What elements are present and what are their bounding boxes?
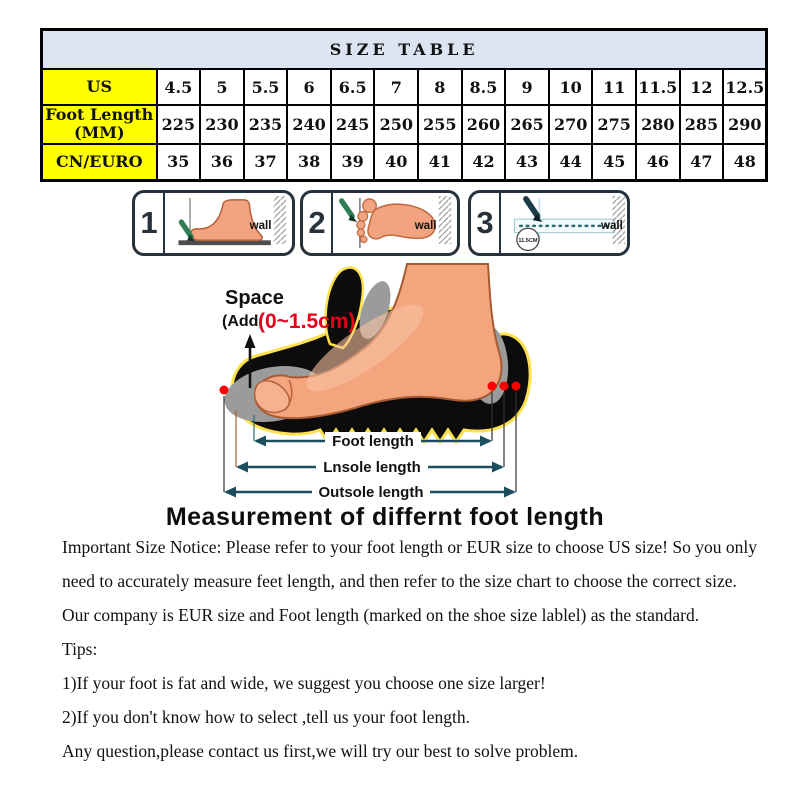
row-label-foot-length: Foot Length (MM) [42,105,157,144]
measure-step-3 [468,190,630,256]
size-table-title-row [42,30,767,70]
ruler-value-label: 11.5CM [518,237,538,244]
notice-line-tips: Tips: [62,639,98,659]
row-label-cn-euro: CN/EURO [42,144,157,181]
measure-dot [500,382,509,391]
size-notice-text [62,537,768,775]
step-3-number: 3 [471,193,501,253]
step-2-illustration [333,193,457,253]
table-row-cn-euro: CN/EURO 35 36 37 38 39 40 41 42 43 44 45 46 47 48 [42,144,767,181]
foot-side-view-icon [165,193,292,253]
foot-measurement-diagram [170,260,590,506]
foot-length-label: Foot length [332,433,414,450]
insole-length-label: Lnsole length [323,459,421,476]
notice-line: 2)If you don't know how to select ,tell us your foot length. [62,707,471,727]
measure-dot [488,382,497,391]
size-table [40,28,768,182]
space-label: Space [225,287,284,309]
notice-line: Important Size Notice: Please refer to your foot length or EUR size to choose US size! So you only [62,537,757,557]
wall-label: wall [601,219,623,232]
size-table-title: SIZE TABLE [42,30,767,70]
measure-dot [512,382,521,391]
notice-line: Any question,please contact us first,we will try our best to solve problem. [62,741,579,761]
foot-in-shoe-illustration [170,260,590,506]
table-row-us: US 4.5 5 5.5 6 6.5 7 8 8.5 9 10 11 11.5 12 12.5 [42,69,767,105]
outsole-length-label: Outsole length [318,484,424,501]
measure-step-1 [132,190,295,256]
space-value-label: (0~1.5cm) [258,310,356,333]
step-2-number: 2 [303,193,333,253]
notice-line: need to accurately measure feet length, and then refer to the size chart to choose the correct size. [62,571,737,591]
foot-sole-view-icon [333,193,457,253]
step-3-illustration [501,193,627,253]
diagram-heading: Measurement of differnt foot length [165,503,605,531]
step-1-illustration [165,193,292,253]
measure-step-2 [300,190,460,256]
ruler-measure-icon [501,193,627,253]
table-row-foot-length: Foot Length (MM) 225 230 235 240 245 250 255 260 265 270 275 280 285 290 [42,105,767,144]
step-1-number: 1 [135,193,165,253]
row-label-us: US [42,69,157,105]
measure-dot [220,386,229,395]
notice-line: Our company is EUR size and Foot length (marked on the shoe size lablel) as the standard. [62,605,700,625]
wall-label: wall [414,219,437,232]
notice-line: 1)If your foot is fat and wide, we suggest you choose one size larger! [62,673,546,693]
wall-label: wall [249,219,272,232]
space-add-label: (Add [222,313,259,330]
